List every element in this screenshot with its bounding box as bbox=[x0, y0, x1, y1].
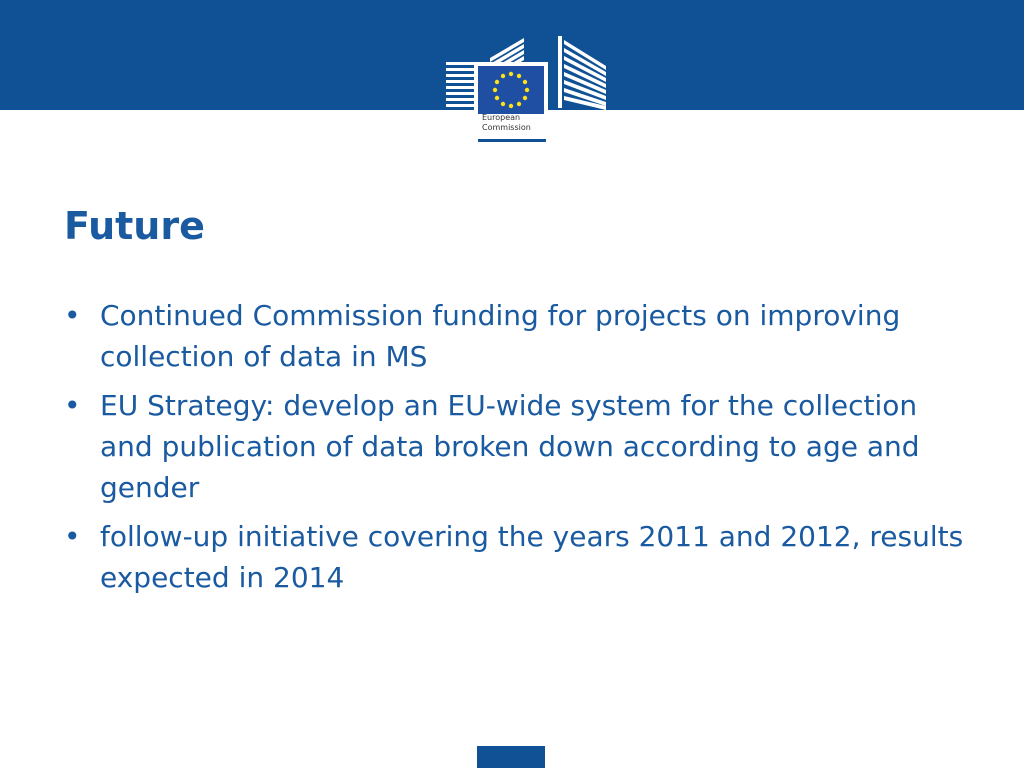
bullet-dot-icon: • bbox=[64, 389, 81, 422]
logo-line-1: European bbox=[482, 113, 521, 122]
bullet-item-3 bbox=[64, 516, 964, 598]
bullet-dot-icon: • bbox=[64, 299, 81, 332]
logo-label bbox=[482, 113, 562, 133]
bullet-text-3: follow-up initiative covering the years 2011 and 2012, results expected in 2014 bbox=[100, 520, 964, 594]
bullet-text-2: EU Strategy: develop an EU-wide system for the collection and publication of data broken down according to age and gender bbox=[100, 389, 920, 504]
bullet-item-1 bbox=[64, 295, 964, 377]
logo-line-2: Commission bbox=[482, 123, 531, 132]
bullet-dot-icon: • bbox=[64, 520, 81, 553]
logo-underline bbox=[478, 139, 546, 142]
bullet-list bbox=[64, 295, 964, 606]
bullet-item-2 bbox=[64, 385, 964, 508]
slide-title: Future bbox=[64, 204, 205, 248]
bullet-text-1: Continued Commission funding for projects on improving collection of data in MS bbox=[100, 299, 901, 373]
footer-tab bbox=[477, 746, 545, 768]
